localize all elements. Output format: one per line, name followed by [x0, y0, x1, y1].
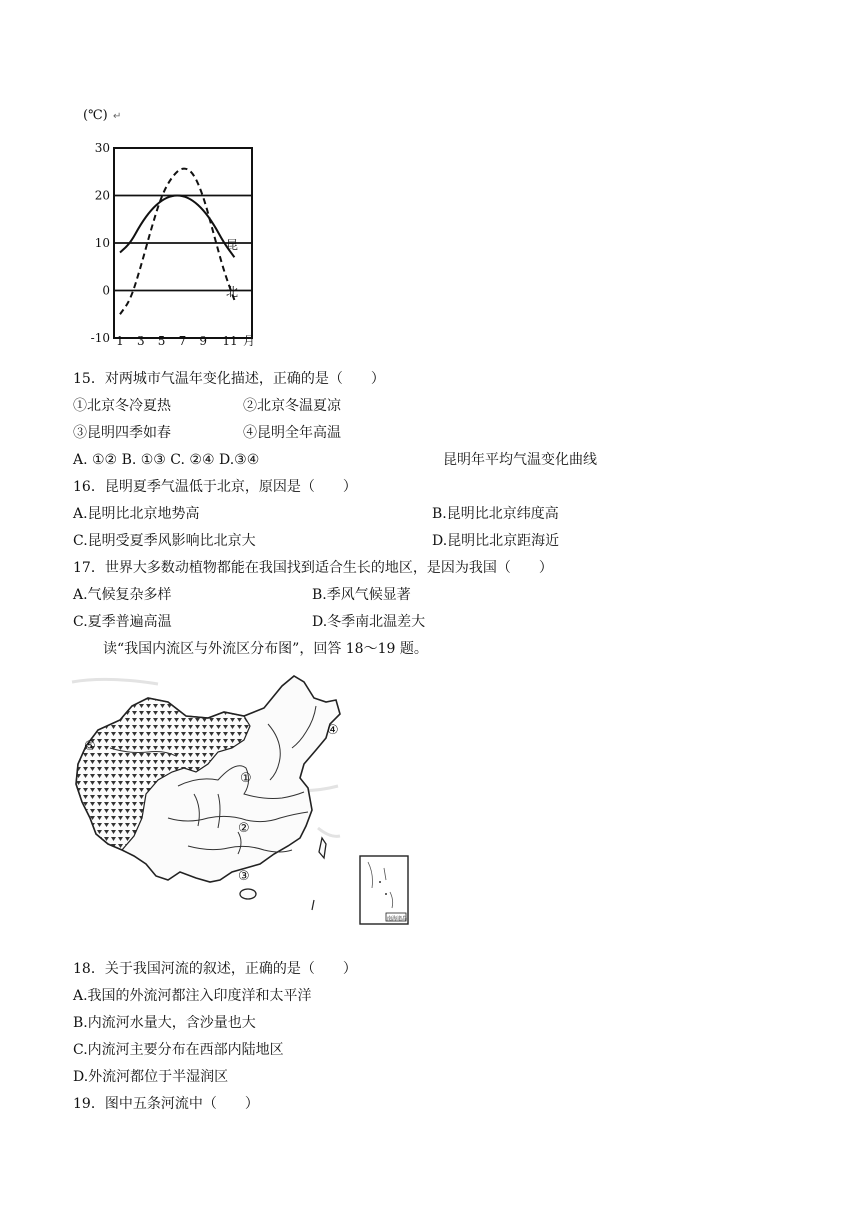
q18-stem: 18．关于我国河流的叙述，正确的是（ ） [73, 961, 357, 977]
x-tick-label: 9 [199, 334, 208, 348]
legend-kunming-fragment: 昆 [226, 238, 239, 252]
q16-option-c: C.昆明受夏季风影响比北京大 [73, 533, 256, 549]
chart-unit-label: (℃) [83, 108, 108, 123]
x-tick-labels [116, 334, 237, 348]
x-unit-label: 月 [243, 334, 256, 348]
legend-beijing-fragment: 北 [226, 285, 239, 299]
q15-option-2: ②北京冬温夏凉 [243, 398, 341, 414]
china-river-map [68, 668, 420, 930]
q15-choices: A. ①② B. ①③ C. ②④ D.③④ [73, 452, 260, 468]
q19-stem: 19．图中五条河流中（ ） [73, 1096, 259, 1112]
taiwan-island [319, 838, 326, 858]
y-tick-labels [91, 141, 110, 345]
y-tick-label: -10 [90, 331, 110, 345]
marker-1: ① [240, 771, 252, 786]
q18-option-d: D.外流河都位于半湿润区 [73, 1069, 229, 1085]
q15-option-1: ①北京冬冷夏热 [73, 398, 171, 414]
q17-option-a: A.气候复杂多样 [73, 587, 172, 603]
q18-option-c: C.内流河主要分布在西部内陆地区 [73, 1042, 284, 1058]
q16-stem: 16．昆明夏季气温低于北京，原因是（ ） [73, 479, 357, 495]
y-tick-label: 20 [94, 188, 110, 203]
x-tick-label: 5 [157, 334, 166, 348]
chart-unit-mark: ↵ [113, 111, 122, 122]
q15-option-3: ③昆明四季如春 [73, 425, 171, 441]
q16-option-b: B.昆明比北京纬度高 [432, 506, 559, 522]
q16-option-a: A.昆明比北京地势高 [73, 506, 200, 522]
x-tick-label: 11 [222, 334, 238, 348]
temperature-chart [80, 100, 260, 350]
q15-stem: 15．对两城市气温年变化描述，正确的是（ ） [73, 371, 385, 387]
marker-4: ④ [327, 723, 339, 738]
y-tick-label: 10 [94, 236, 110, 250]
inset-label: 南海诸岛 [387, 916, 408, 922]
series-line-beijing [120, 169, 234, 315]
intro-18-19: 读“我国内流区与外流区分布图”，回答 18～19 题。 [103, 641, 428, 657]
chart-series-group [120, 169, 234, 315]
x-tick-label: 7 [178, 334, 187, 348]
marker-2: ② [238, 821, 250, 836]
marker-3: ③ [238, 869, 250, 884]
q18-option-b: B.内流河水量大，含沙量也大 [73, 1015, 256, 1031]
marker-5: ⑤ [84, 739, 96, 754]
q16-option-d: D.昆明比北京距海近 [432, 533, 560, 549]
q17-option-b: B.季风气候显著 [312, 587, 411, 603]
y-tick-label: 0 [102, 283, 110, 298]
q17-stem: 17．世界大多数动植物都能在我国找到适合生长的地区，是因为我国（ ） [73, 560, 553, 576]
q17-option-c: C.夏季普遍高温 [73, 614, 172, 630]
x-tick-label: 3 [136, 334, 145, 348]
y-tick-label: 30 [94, 141, 110, 155]
x-tick-label: 1 [116, 334, 124, 348]
q15-option-4: ④昆明全年高温 [243, 425, 341, 441]
hainan-island [240, 889, 256, 899]
q18-option-a: A.我国的外流河都注入印度洋和太平洋 [73, 988, 312, 1004]
q17-option-d: D.冬季南北温差大 [312, 614, 426, 630]
map-mark [312, 900, 314, 910]
south-china-sea-inset [360, 856, 408, 924]
chart-caption: 昆明年平均气温变化曲线 [443, 452, 597, 468]
